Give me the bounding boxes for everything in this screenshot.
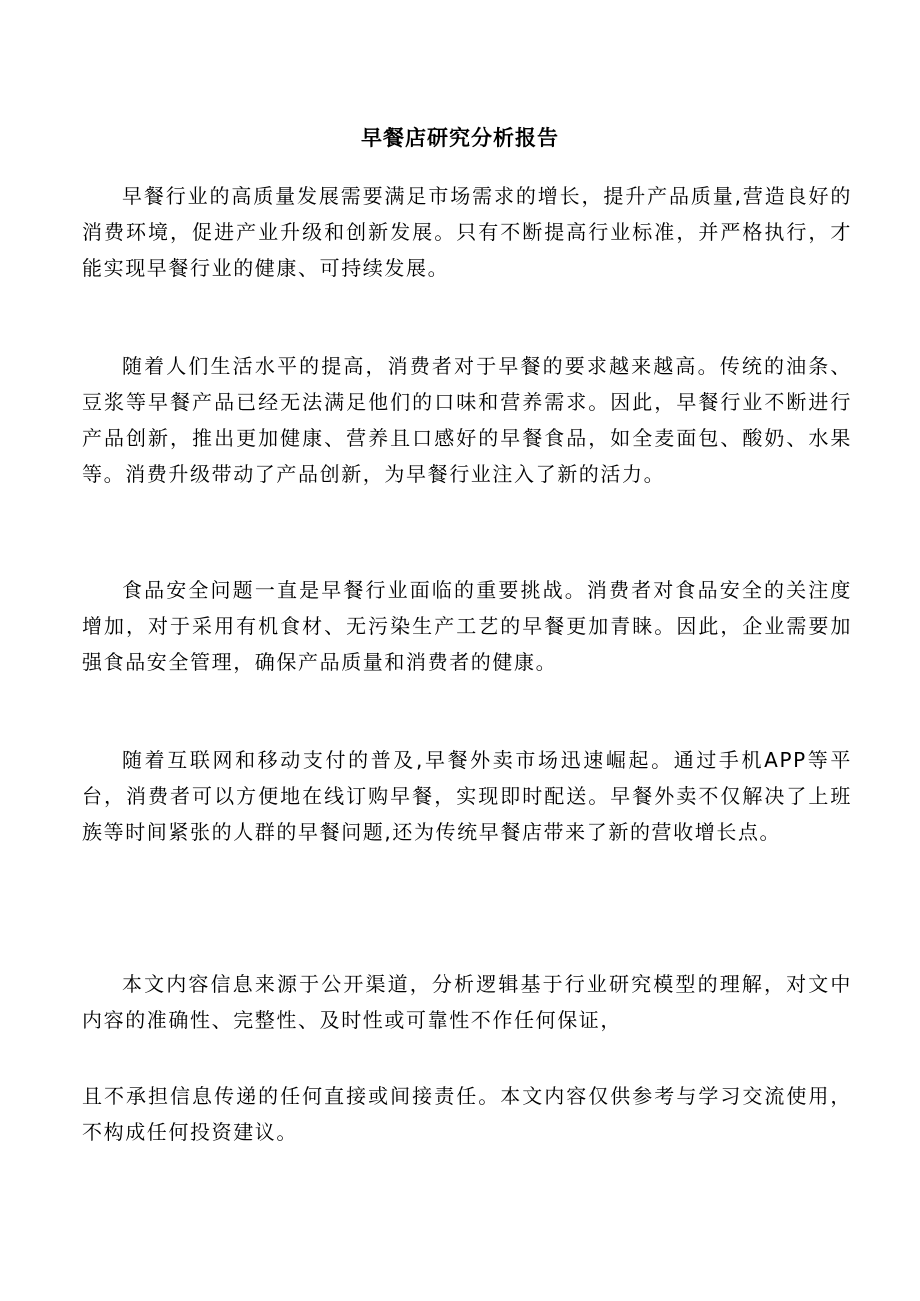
paragraph-product-innovation: 随着人们生活水平的提高，消费者对于早餐的要求越来越高。传统的油条、豆浆等早餐产品已经无法满足他们的口味和营养需求。因此，早餐行业不断进行产品创新，推出更加健康、营养且口感好的早餐食品，如全麦面包、酸奶、水果等。消费升级带动了产品创新，为早餐行业注入了新的活力。 bbox=[82, 354, 852, 486]
paragraph-delivery-market: 随着互联网和移动支付的普及,早餐外卖市场迅速崛起。通过手机APP等平台，消费者可以方便地在线订购早餐，实现即时配送。早餐外卖不仅解决了上班族等时间紧张的人群的早餐问题,还为传统早餐店带来了新的营收增长点。 bbox=[82, 748, 852, 844]
paragraph-disclaimer-continued: 且不承担信息传递的任何直接或间接责任。本文内容仅供参考与学习交流使用，不构成任何投资建议。 bbox=[82, 1084, 852, 1144]
paragraph-quality-development: 早餐行业的高质量发展需要满足市场需求的增长，提升产品质量,营造良好的消费环境，促进产业升级和创新发展。只有不断提高行业标准，并严格执行，才能实现早餐行业的健康、可持续发展。 bbox=[82, 184, 852, 280]
paragraph-food-safety: 食品安全问题一直是早餐行业面临的重要挑战。消费者对食品安全的关注度增加，对于采用有机食材、无污染生产工艺的早餐更加青睐。因此，企业需要加强食品安全管理，确保产品质量和消费者的健康。 bbox=[82, 578, 852, 674]
paragraph-disclaimer: 本文内容信息来源于公开渠道，分析逻辑基于行业研究模型的理解，对文中内容的准确性、完整性、及时性或可靠性不作任何保证， bbox=[82, 972, 852, 1032]
document-title: 早餐店研究分析报告 bbox=[361, 126, 559, 150]
